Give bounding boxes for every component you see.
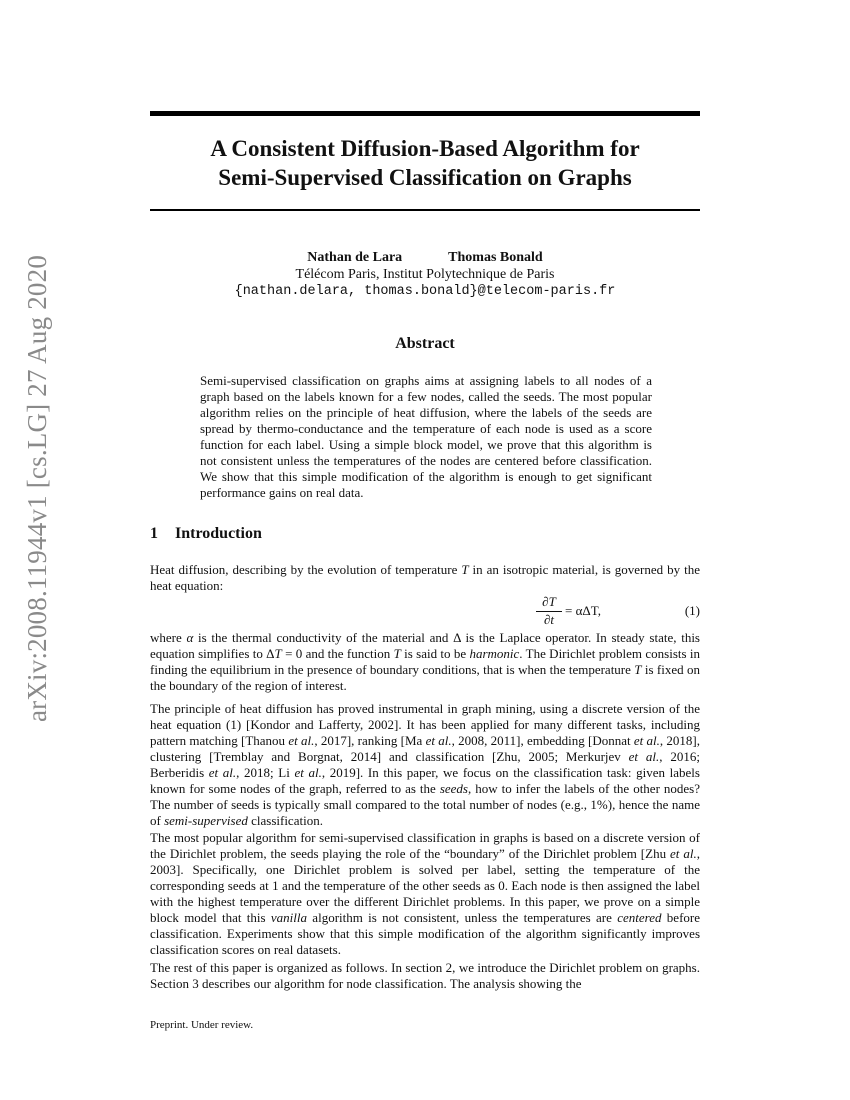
arxiv-identifier — [16, 254, 60, 722]
author-2: Thomas Bonald — [448, 250, 543, 265]
paragraph-1: Heat diffusion, describing by the evolution of temperature T in an isotropic material, is governed by the heat equation: — [150, 562, 700, 593]
author-names — [150, 249, 700, 266]
title-line-2: Semi-Supervised Classification on Graphs — [218, 165, 632, 190]
title-line-1: A Consistent Diffusion-Based Algorithm for — [210, 136, 640, 161]
paper-title — [150, 134, 700, 192]
section-number: 1 — [150, 525, 158, 542]
title-top-rule — [150, 111, 700, 116]
equation-number: (1) — [684, 603, 700, 618]
author-block — [150, 249, 700, 300]
equation-denominator: ∂t — [543, 612, 555, 627]
paragraph-3: The principle of heat diffusion has proved instrumental in graph mining, using a discrete version of the heat equation (1) [Kondor and Lafferty, 2002]. It has been applied for many different tasks, including pattern matching [Thanou et al., 2017], ranking [Ma et al., 2008, 2011], embedding [Donnat et al., 2018], clustering [Tremblay and Borgnat, 2014] and classification [Zhu, 2005; Merkurjev et al., 2016; Berberidis et al., 2018; Li et al., 2019]. In this paper, we focus on the classification task: given labels known for some nodes of the graph, referred to as the seeds, how to infer the labels of the other nodes? The number of seeds is typically small compared to the total number of nodes (e.g., 1%), hence the name of semi-supervised classification. — [150, 701, 701, 828]
affiliation: Télécom Paris, Institut Polytechnique de Paris — [295, 267, 555, 282]
author-emails: {nathan.delara, thomas.bonald}@telecom-paris.fr — [234, 284, 616, 299]
equation-1 — [150, 594, 700, 630]
paragraph-4: The most popular algorithm for semi-supervised classification in graphs is based on a discrete version of the Dirichlet problem, the seeds playing the role of the “boundary” of the Dirichlet problem [Zhu et al., 2003]. Specifically, one Dirichlet problem is solved per label, setting the temperature of the corresponding seeds at 1 and the temperature of the other seeds as 0. Each node is then assigned the label with the highest temperature over the different Dirichlet problems. In this paper, we prove on a simple block model that this vanilla algorithm is not consistent, unless the temperatures are centered before classification. Experiments show that this simple modification of the algorithm significantly improves classification scores on real datasets. — [150, 830, 701, 957]
title-bottom-rule — [150, 209, 700, 211]
equation-fraction — [536, 594, 562, 628]
section-title: Introduction — [175, 525, 262, 542]
equation-rhs: = αΔT, — [565, 603, 601, 618]
abstract-body: Semi-supervised classification on graphs aims at assigning labels to all nodes of a graph based on the labels known for a few nodes, called the seeds. The most popular algorithm relies on the principle of heat diffusion, where the labels of the seeds are spread by thermo-conductance and the temperature of each node is used as a score function for each label. Using a simple block model, we prove that this algorithm is not consistent unless the temperatures of the nodes are centered before classification. We show that this simple modification of the algorithm is enough to get significant performance gains on real data. — [200, 373, 652, 500]
author-1: Nathan de Lara — [307, 250, 403, 265]
paragraph-2: where α is the thermal conductivity of the material and Δ is the Laplace operator. In steady state, this equation simplifies to ΔT = 0 and the function T is said to be harmonic. The Dirichlet problem consists in finding the equilibrium in the presence of boundary conditions, that is when the temperature T is fixed on the boundary of the region of interest. — [150, 630, 700, 693]
abstract-heading: Abstract — [395, 335, 455, 352]
footer-note: Preprint. Under review. — [150, 1019, 254, 1031]
equation-numerator: ∂T — [536, 594, 562, 612]
section-heading-introduction — [150, 525, 262, 543]
paragraph-5: The rest of this paper is organized as follows. In section 2, we introduce the Dirichlet problem on graphs. Section 3 describes our algorithm for node classification. The analysis showing the — [150, 960, 700, 991]
arxiv-identifier-text: arXiv:2008.11944v1 [cs.LG] 27 Aug 2020 — [22, 254, 53, 722]
